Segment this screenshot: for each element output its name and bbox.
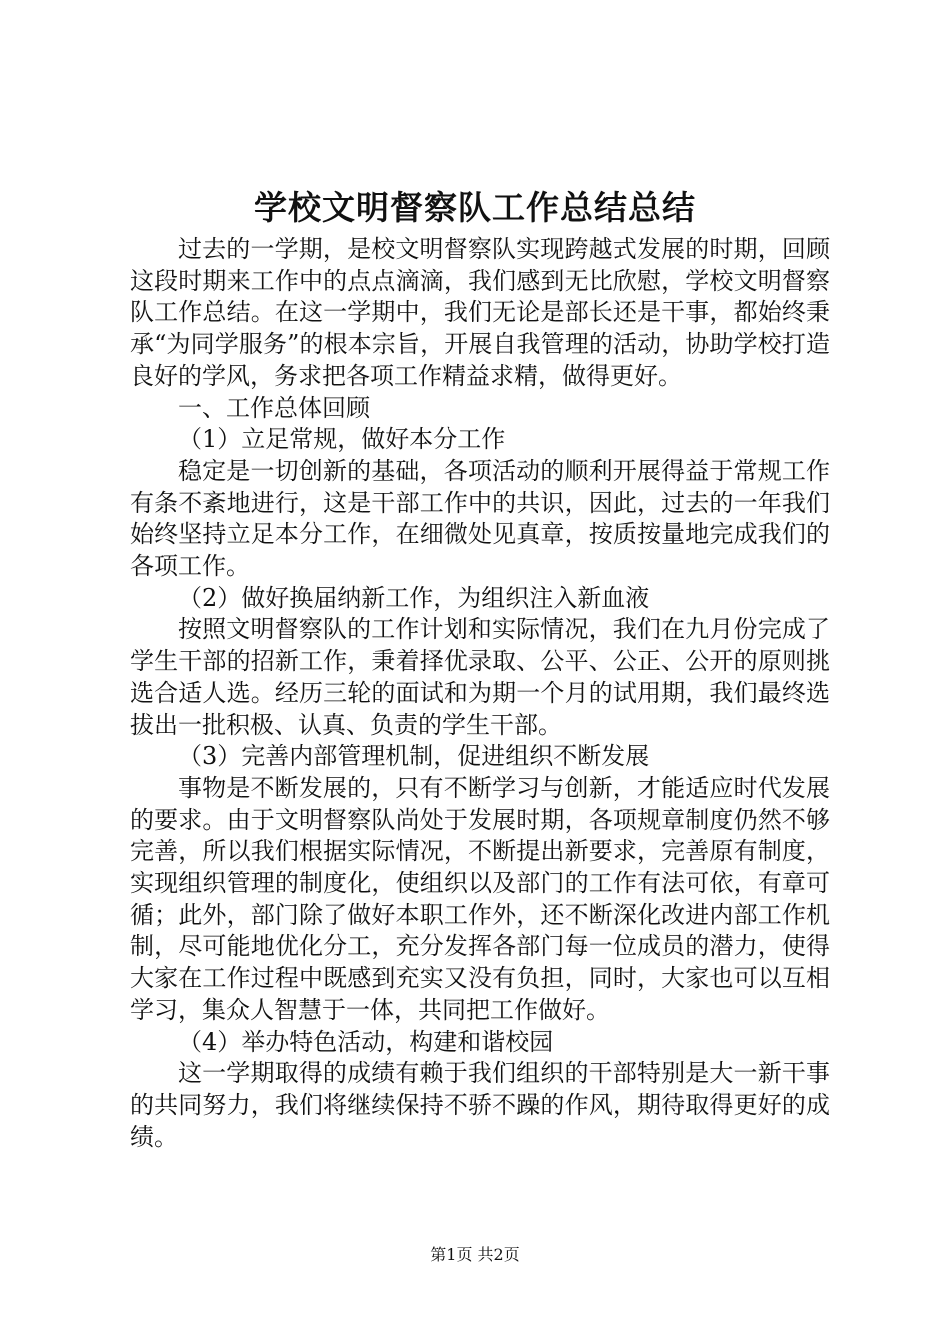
subheading-2: （2）做好换届纳新工作，为组织注入新血液 <box>178 583 650 612</box>
subheading-1: （1）立足常规，做好本分工作 <box>178 425 506 454</box>
subheading-4: （4）举办特色活动，构建和谐校园 <box>178 1027 554 1056</box>
document-body <box>130 234 830 1153</box>
section-heading-overview: 一、工作总体回顾 <box>178 393 370 422</box>
paragraph-2: 按照文明督察队的工作计划和实际情况，我们在九月份完成了学生干部的招新工作，秉着择优录取、公平、公正、公开的原则挑选合适人选。经历三轮的面试和为期一个月的试用期，我们最终选拔出一批积极、认真、负责的学生干部。 <box>130 615 830 739</box>
paragraph-1: 稳定是一切创新的基础，各项活动的顺利开展得益于常规工作有条不紊地进行，这是干部工作中的共识，因此，过去的一年我们始终坚持立足本分工作，在细微处见真章，按质按量地完成我们的各项工作。 <box>130 456 830 581</box>
subheading-3: （3）完善内部管理机制，促进组织不断发展 <box>178 742 650 771</box>
paragraph-3: 事物是不断发展的，只有不断学习与创新，才能适应时代发展的要求。由于文明督察队尚处于发展时期，各项规章制度仍然不够完善，所以我们根据实际情况，不断提出新要求，完善原有制度，实现组织管理的制度化，使组织以及部门的工作有法可依，有章可循；此外，部门除了做好本职工作外，还不断深化改进内部工作机制，尽可能地优化分工，充分发挥各部门每一位成员的潜力，使得大家在工作过程中既感到充实又没有负担，同时，大家也可以互相学习，集众人智慧于一体，共同把工作做好。 <box>130 773 830 1024</box>
paragraph-4: 这一学期取得的成绩有赖于我们组织的干部特别是大一新干事的共同努力，我们将继续保持不骄不躁的作风，期待取得更好的成绩。 <box>130 1059 830 1151</box>
page-footer: 第1页 共2页 <box>430 1245 520 1264</box>
intro-paragraph: 过去的一学期，是校文明督察队实现跨越式发展的时期，回顾这段时期来工作中的点点滴滴，我们感到无比欣慰，学校文明督察队工作总结。在这一学期中，我们无论是部长还是干事，都始终秉承“为同学服务”的根本宗旨，开展自我管理的活动，协助学校打造良好的学风，务求把各项工作精益求精，做得更好。 <box>130 235 830 390</box>
document-title: 学校文明督察队工作总结总结 <box>254 188 696 227</box>
